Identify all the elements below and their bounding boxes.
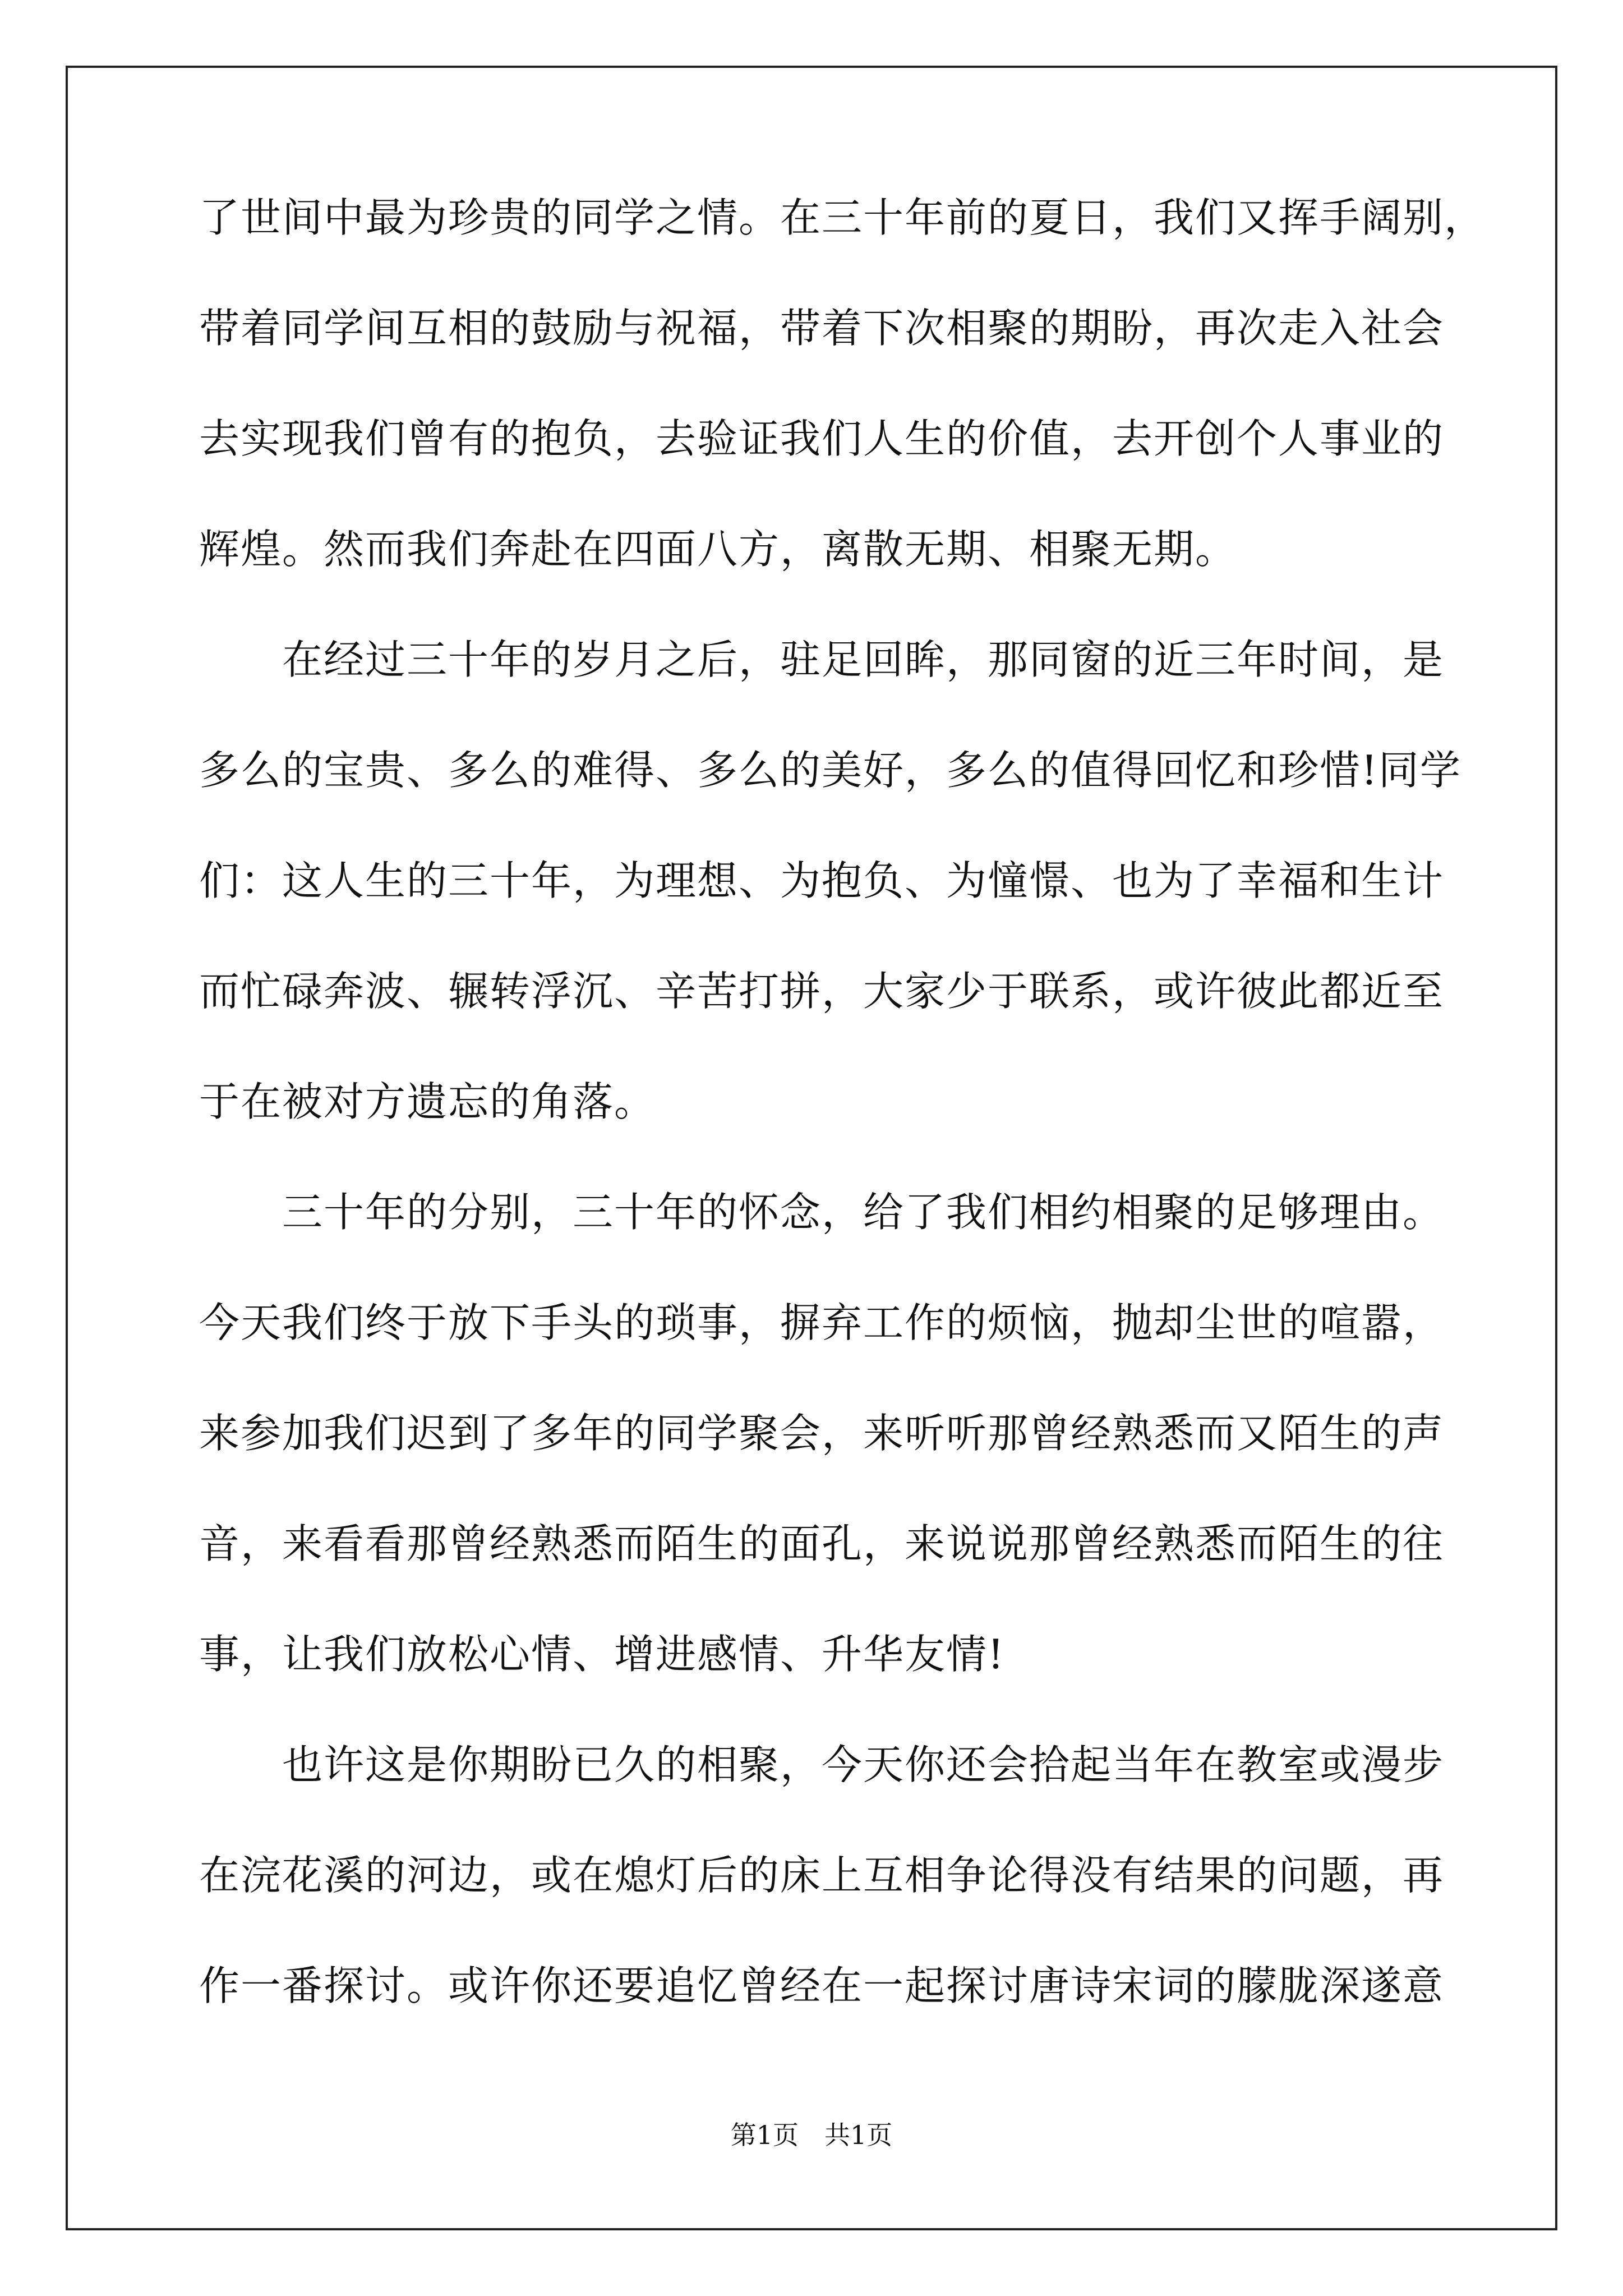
text-line: 了世间中最为珍贵的同学之情。在三十年前的夏日，我们又挥手阔别， (199, 194, 1486, 241)
text-line: 在浣花溪的河边，或在熄灯后的床上互相争论得没有结果的问题，再 (199, 1852, 1445, 1899)
text-line: 们：这人生的三十年，为理想、为抱负、为憧憬、也为了幸福和生计 (199, 857, 1445, 904)
text-line: 事，让我们放松心情、增进感情、升华友情! (199, 1631, 1005, 1678)
text-line: 也许这是你期盼已久的相聚，今天你还会拾起当年在教室或漫步 (199, 1741, 1445, 1788)
text-line: 去实现我们曾有的抱负，去验证我们人生的价值，去开创个人事业的 (199, 415, 1445, 462)
text-line: 带着同学间互相的鼓励与祝福，带着下次相聚的期盼，再次走入社会 (199, 305, 1445, 352)
text-line: 今天我们终于放下手头的琐事，摒弃工作的烦恼，抛却尘世的喧嚣， (199, 1299, 1445, 1346)
page-border (66, 66, 1557, 2230)
text-line: 在经过三十年的岁月之后，驻足回眸，那同窗的近三年时间，是 (199, 636, 1445, 683)
text-line: 而忙碌奔波、辗转浮沉、辛苦打拼，大家少于联系，或许彼此都近至 (199, 968, 1445, 1015)
text-line: 于在被对方遗忘的角落。 (199, 1078, 656, 1125)
text-line: 来参加我们迟到了多年的同学聚会，来听听那曾经熟悉而又陌生的声 (199, 1410, 1445, 1457)
text-line: 作一番探讨。或许你还要追忆曾经在一起探讨唐诗宋词的朦胧深遂意 (199, 1962, 1445, 2009)
text-line: 音，来看看那曾经熟悉而陌生的面孔，来说说那曾经熟悉而陌生的往 (199, 1520, 1445, 1567)
text-line: 三十年的分别，三十年的怀念，给了我们相约相聚的足够理由。 (199, 1189, 1445, 1236)
text-line: 辉煌。然而我们奔赴在四面八方，离散无期、相聚无期。 (199, 526, 1237, 573)
page-footer: 第1页 共1页 (730, 2120, 893, 2150)
text-line: 多么的宝贵、多么的难得、多么的美好，多么的值得回忆和珍惜!同学 (199, 747, 1461, 794)
